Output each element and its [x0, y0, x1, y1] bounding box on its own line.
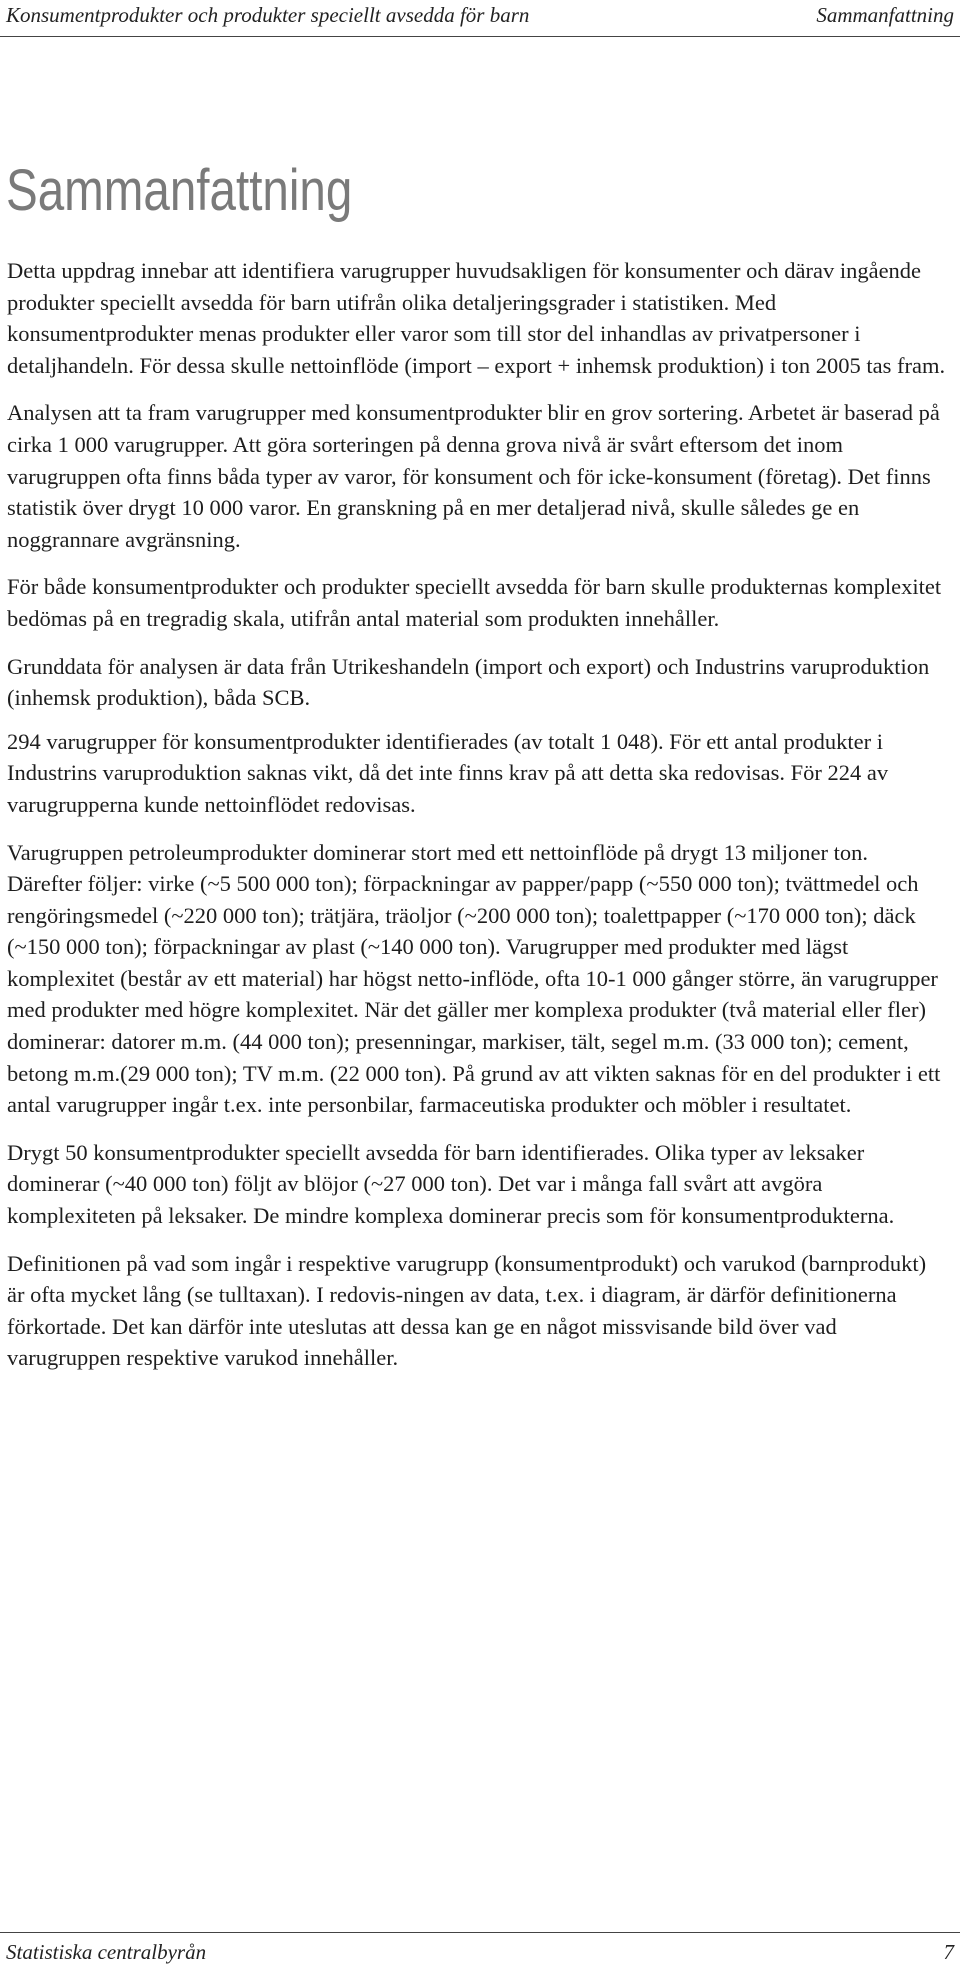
- paragraph: Drygt 50 konsumentprodukter speciellt avsedda för barn identifierades. Olika typer av leksaker dominerar (~40 000 ton) följt av blöjor (~27 000 ton). Det var i många fall svårt att avgöra komplexiteten på leksaker. De mindre komplexa dominerar precis som för konsumentprodukterna.: [7, 1139, 895, 1229]
- header-section-title: Sammanfattning: [816, 2, 954, 27]
- paragraph: Grunddata för analysen är data från Utrikeshandeln (import och export) och Industrins varuproduktion (inhemsk produktion), båda SCB.: [7, 653, 930, 711]
- running-header: [6, 0, 954, 30]
- paragraph: Definitionen på vad som ingår i respektive varugrupp (konsumentprodukt) och varukod (barnprodukt) är ofta mycket lång (se tulltaxan). I redovis-ningen av data, t.ex. i diagram, är därför definitionerna förkortade. Det kan därför inte uteslutas att dessa kan ge en något missvisande bild över vad varugruppen respektive varukod innehåller.: [7, 1250, 927, 1371]
- paragraph: För både konsumentprodukter och produkter speciellt avsedda för barn skulle produkternas komplexitet bedömas på en tregradig skala, utifrån antal material som produkten innehåller.: [7, 574, 942, 631]
- body-text: [7, 255, 947, 1390]
- header-document-title: Konsumentprodukter och produkter speciellt avsedda för barn: [6, 2, 530, 27]
- paragraph: Analysen att ta fram varugrupper med konsumentprodukter blir en grov sortering. Arbetet är baserad på cirka 1 000 varugrupper. Att göra sorteringen på denna grova nivå är svårt eftersom det inom varugruppen ofta finns båda typer av varor, för konsument och för icke-konsument (företag). Det finns statistik över drygt 10 000 varor. En granskning på en mer detaljerad nivå, skulle således ge en noggrannare avgränsning.: [7, 400, 940, 552]
- page-title: Sammanfattning: [6, 158, 353, 223]
- running-footer: [6, 1937, 954, 1967]
- header-divider: [0, 36, 960, 37]
- footer-publisher: Statistiska centralbyrån: [6, 1939, 207, 1964]
- paragraph: 294 varugrupper för konsumentprodukter identifierades (av totalt 1 048). För ett antal produkter i Industrins varuproduktion saknas vikt, då det inte finns krav på att detta ska redovisas. För 224 av varugrupperna kunde nettoinflödet redovisas.: [7, 728, 889, 817]
- paragraph: Varugruppen petroleumprodukter dominerar stort med ett nettoinflöde på drygt 13 miljoner ton. Därefter följer: virke (~5 500 000 ton); förpackningar av papper/papp (~550 000 ton); tvättmedel och rengöringsmedel (~220 000 ton); trätjära, träoljor (~200 000 ton); toalettpapper (~170 000 ton); däck (~150 000 ton); förpackningar av plast (~140 000 ton). Varugrupper med produkter med lägst komplexitet (består av ett material) har högst netto-inflöde, ofta 10-1 000 gånger större, än varugrupper med produkter med högre komplexitet. När det gäller mer komplexa produkter (två material eller fler) dominerar: datorer m.m. (44 000 ton); presenningar, markiser, tält, segel m.m. (33 000 ton); cement, betong m.m.(29 000 ton); TV m.m. (22 000 ton). På grund av att vikten saknas för en del produkter i ett antal varugrupper ingår t.ex. inte personbilar, farmaceutiska produkter och möbler i resultatet.: [7, 839, 941, 1118]
- paragraph: Detta uppdrag innebar att identifiera varugrupper huvudsakligen för konsumenter och därav ingående produkter speciellt avsedda för barn utifrån olika detaljeringsgrader i statistiken. Med konsumentprodukter menas produkter eller varor som till stor del inhandlas av privatpersoner i detaljhandeln. För dessa skulle nettoinflöde (import – export + inhemsk produktion) i ton 2005 tas fram.: [7, 258, 946, 378]
- footer-divider: [0, 1932, 960, 1933]
- page-number: 7: [943, 1939, 954, 1964]
